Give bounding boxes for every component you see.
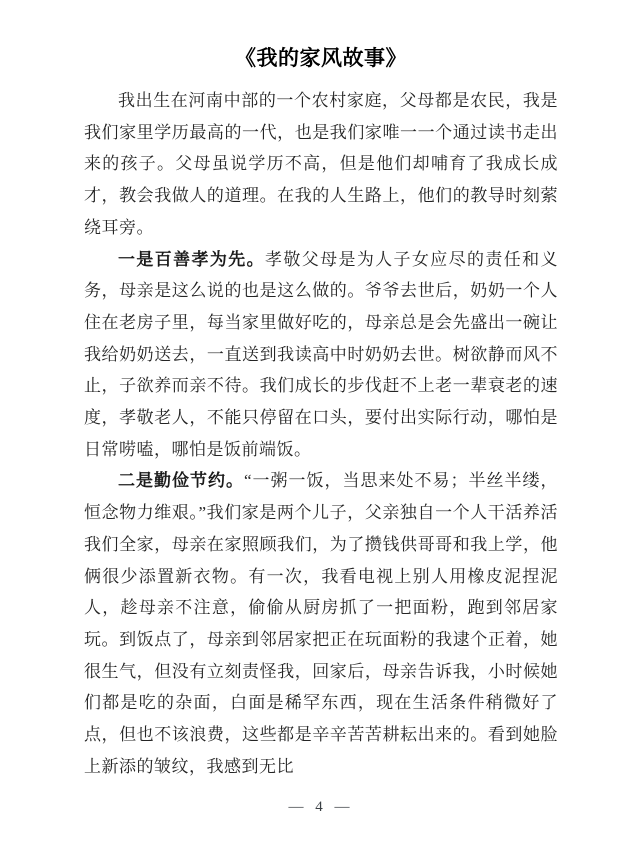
document-title: 《我的家风故事》 — [235, 47, 407, 70]
paragraph-text: 孝敬父母是为人子女应尽的责任和义务，母亲是这么说的也是这么做的。爷爷去世后，奶奶一个人住在老房子里，每当家里做好吃的，母亲总是会先盛出一碗让我给奶奶送去，一直送到我读高中时奶奶去世。树欲静而风不止，子欲养而亲不待。我们成长的步伐赶不上老一辈衰老的速度，孝敬老人，不能只停留在口头，要付出实际行动，哪怕是日常唠嗑，哪怕是饭前端饭。 — [84, 249, 559, 459]
paragraph-text: 我出生在河南中部的一个农村家庭，父母都是农民，我是我们家里学历最高的一代，也是我们家唯一一个通过读书走出来的孩子。父母虽说学历不高，但是他们却哺育了我成长成才，教会我做人的道理。在我的人生路上，他们的教导时刻萦绕耳旁。 — [84, 91, 558, 237]
paragraph — [84, 244, 558, 466]
paragraph-lead: 二是勤俭节约。 — [118, 471, 244, 491]
paragraph — [84, 85, 558, 244]
paragraph — [84, 465, 558, 782]
document-body — [84, 85, 558, 782]
page-number: — 4 — — [288, 799, 354, 815]
paragraph-text: “一粥一饭，当思来处不易；半丝半缕，恒念物力维艰。”我们家是两个儿子，父亲独自一个人干活养活我们全家，母亲在家照顾我们，为了攒钱供哥哥和我上学，他俩很少添置新衣物。有一次，我看电视上别人用橡皮泥捏泥人，趁母亲不注意，偷偷从厨房抓了一把面粉，跑到邻居家玩。到饭点了，母亲到邻居家把正在玩面粉的我逮个正着，她很生气，但没有立刻责怪我，回家后，母亲告诉我，小时候她们都是吃的杂面，白面是稀罕东西，现在生活条件稍微好了点，但也不该浪费，这些都是辛辛苦苦耕耘出来的。看到她脸上新添的皱纹，我感到无比 — [84, 471, 559, 776]
paragraph-lead: 一是百善孝为先。 — [118, 249, 265, 269]
